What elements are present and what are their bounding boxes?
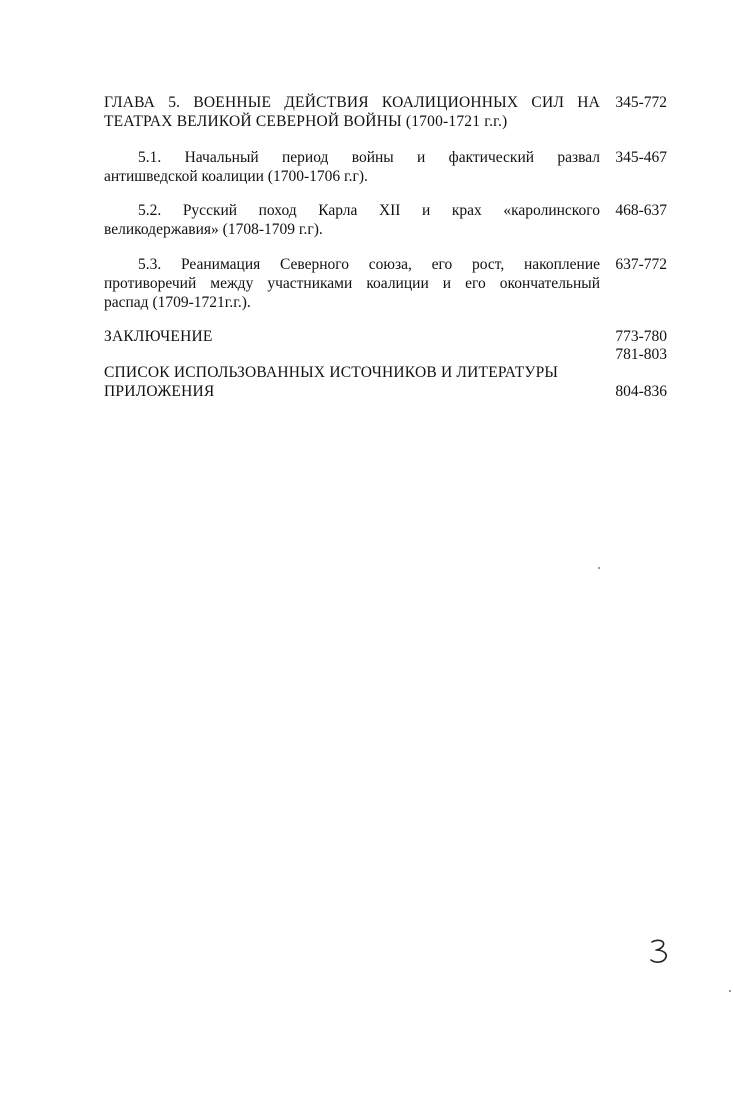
toc-entry-title: [104, 327, 600, 346]
toc-page-range: 773-780: [615, 328, 667, 345]
toc-entry-appendices: [104, 382, 667, 401]
toc-page-range: 804-836: [615, 383, 667, 400]
toc-entry-section-5-2: [104, 201, 667, 239]
toc-entry-conclusion: [104, 327, 667, 346]
scan-speck: [598, 567, 600, 569]
toc-page-range: 637-772: [615, 256, 667, 273]
toc-line: ТЕАТРАХ ВЕЛИКОЙ СЕВЕРНОЙ ВОЙНЫ (1700-1721 г.г.): [104, 113, 508, 130]
toc-entry-section-5-3: [104, 255, 667, 312]
toc-line: 5.2. Русский поход Карла XII и крах «каролинского: [138, 202, 600, 219]
toc-line: 5.1. Начальный период войны и фактический развал: [138, 149, 600, 166]
scan-speck: [729, 990, 731, 992]
toc-entry-section-5-1: [104, 148, 667, 186]
toc-line: распад (1709-1721г.г.).: [104, 294, 251, 311]
toc-entry-title: [104, 382, 600, 401]
toc-entry-title: [104, 363, 604, 382]
toc-entry-title: [104, 201, 600, 239]
toc-page-range: 345-467: [615, 149, 667, 166]
toc-line: ГЛАВА 5. ВОЕННЫЕ ДЕЙСТВИЯ КОАЛИЦИОННЫХ СИЛ НА: [104, 94, 600, 111]
toc-line: великодержавия» (1708-1709 г.г).: [104, 221, 323, 238]
toc-entry-chapter-5: [104, 93, 667, 131]
toc-line: антишведской коалиции (1700-1706 г.г).: [104, 168, 368, 185]
toc-entry-title: [104, 93, 600, 131]
toc-entry-title: [104, 255, 600, 312]
toc-line: 5.3. Реанимация Северного союза, его рост, накопление: [138, 256, 600, 273]
toc-page-range: 781-803: [615, 346, 667, 363]
toc-entry-title: [104, 148, 600, 186]
toc-line: противоречий между участниками коалиции и его окончательный: [104, 275, 600, 292]
toc-page-range: 345-772: [615, 94, 667, 111]
handwritten-page-number: [648, 938, 672, 966]
toc-line: ПРИЛОЖЕНИЯ: [104, 383, 215, 400]
toc-line: СПИСОК ИСПОЛЬЗОВАННЫХ ИСТОЧНИКОВ И ЛИТЕРАТУРЫ: [104, 364, 559, 381]
toc-page-range: 468-637: [615, 202, 667, 219]
toc-line: ЗАКЛЮЧЕНИЕ: [104, 328, 213, 345]
